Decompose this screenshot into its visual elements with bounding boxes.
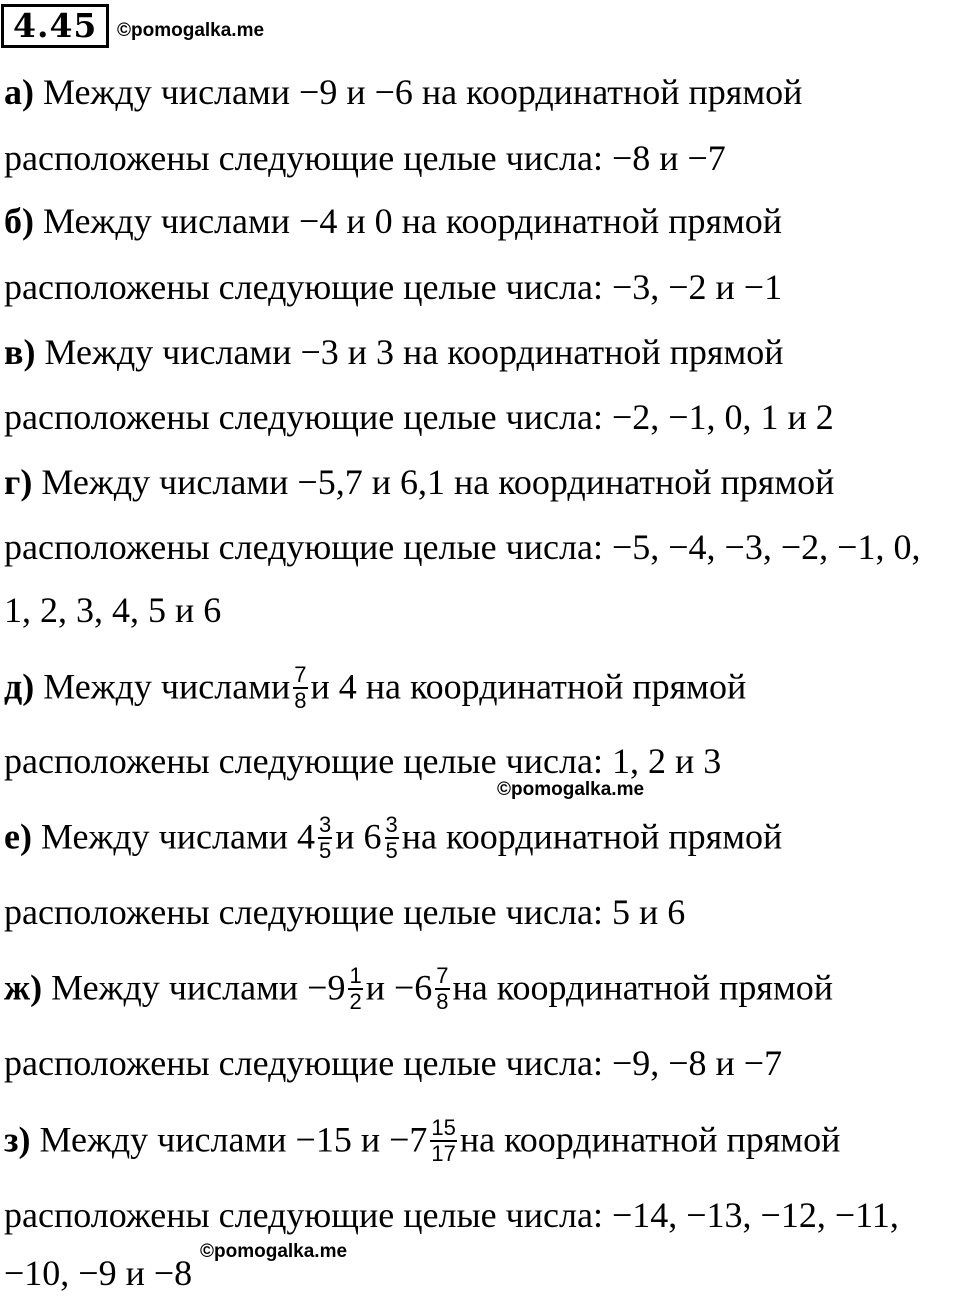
answer-a-line2: расположены следующие целые числа: −8 и −7 (4, 138, 726, 178)
answer-g-line3: 1, 2, 3, 4, 5 и 6 (4, 590, 222, 630)
task-number-box: 4.45 (1, 4, 109, 48)
answer-a-line1: а) Между числами −9 и −6 на координатной прямой (4, 72, 803, 112)
answer-e-line1: е) Между числами 4 $\frac{3}{5}$ и 6 $\frac{3}{5}$ на координатной прямой (4, 812, 783, 863)
fraction: $\frac{7}{8}$ (436, 963, 449, 1014)
answer-e-line2: расположены следующие целые числа: 5 и 6 (4, 892, 686, 932)
fraction: $\frac{1}{2}$ (349, 963, 362, 1014)
answer-zh-line2: расположены следующие целые числа: −9, −8 и −7 (4, 1043, 783, 1083)
answer-zh-line1: ж) Между числами −9 $\frac{1}{2}$ и −6 $\frac{7}{8}$ на координатной прямой (4, 963, 833, 1014)
fraction: $\frac{7}{8}$ (294, 662, 307, 713)
answer-z-line1: з) Между числами −15 и −7 $\frac{15}{17}$ на координатной прямой (4, 1115, 841, 1166)
watermark-middle: ©pomogalka.me (497, 779, 645, 800)
answer-z-line3: −10, −9 и −8 (4, 1253, 193, 1293)
answer-g-line1: г) Между числами −5,7 и 6,1 на координатной прямой (4, 462, 835, 502)
answer-v-line1: в) Между числами −3 и 3 на координатной прямой (4, 332, 784, 372)
answer-d-line2: расположены следующие целые числа: 1, 2 и 3 (4, 741, 722, 781)
answer-v-line2: расположены следующие целые числа: −2, −1, 0, 1 и 2 (4, 397, 834, 437)
fraction: $\frac{15}{17}$ (431, 1115, 456, 1166)
fraction: $\frac{3}{5}$ (319, 812, 332, 863)
answer-b-line2: расположены следующие целые числа: −3, −2 и −1 (4, 267, 783, 307)
answer-b-line1: б) Между числами −4 и 0 на координатной прямой (4, 201, 783, 241)
answer-d-line1: д) Между числами $\frac{7}{8}$ и 4 на координатной прямой (4, 662, 747, 713)
answer-g-line2: расположены следующие целые числа: −5, −4, −3, −2, −1, 0, (4, 527, 921, 567)
answer-z-line2: расположены следующие целые числа: −14, −13, −12, −11, (4, 1195, 899, 1235)
fraction: $\frac{3}{5}$ (385, 812, 398, 863)
watermark-top: ©pomogalka.me (117, 20, 265, 41)
watermark-bottom: ©pomogalka.me (200, 1241, 348, 1262)
